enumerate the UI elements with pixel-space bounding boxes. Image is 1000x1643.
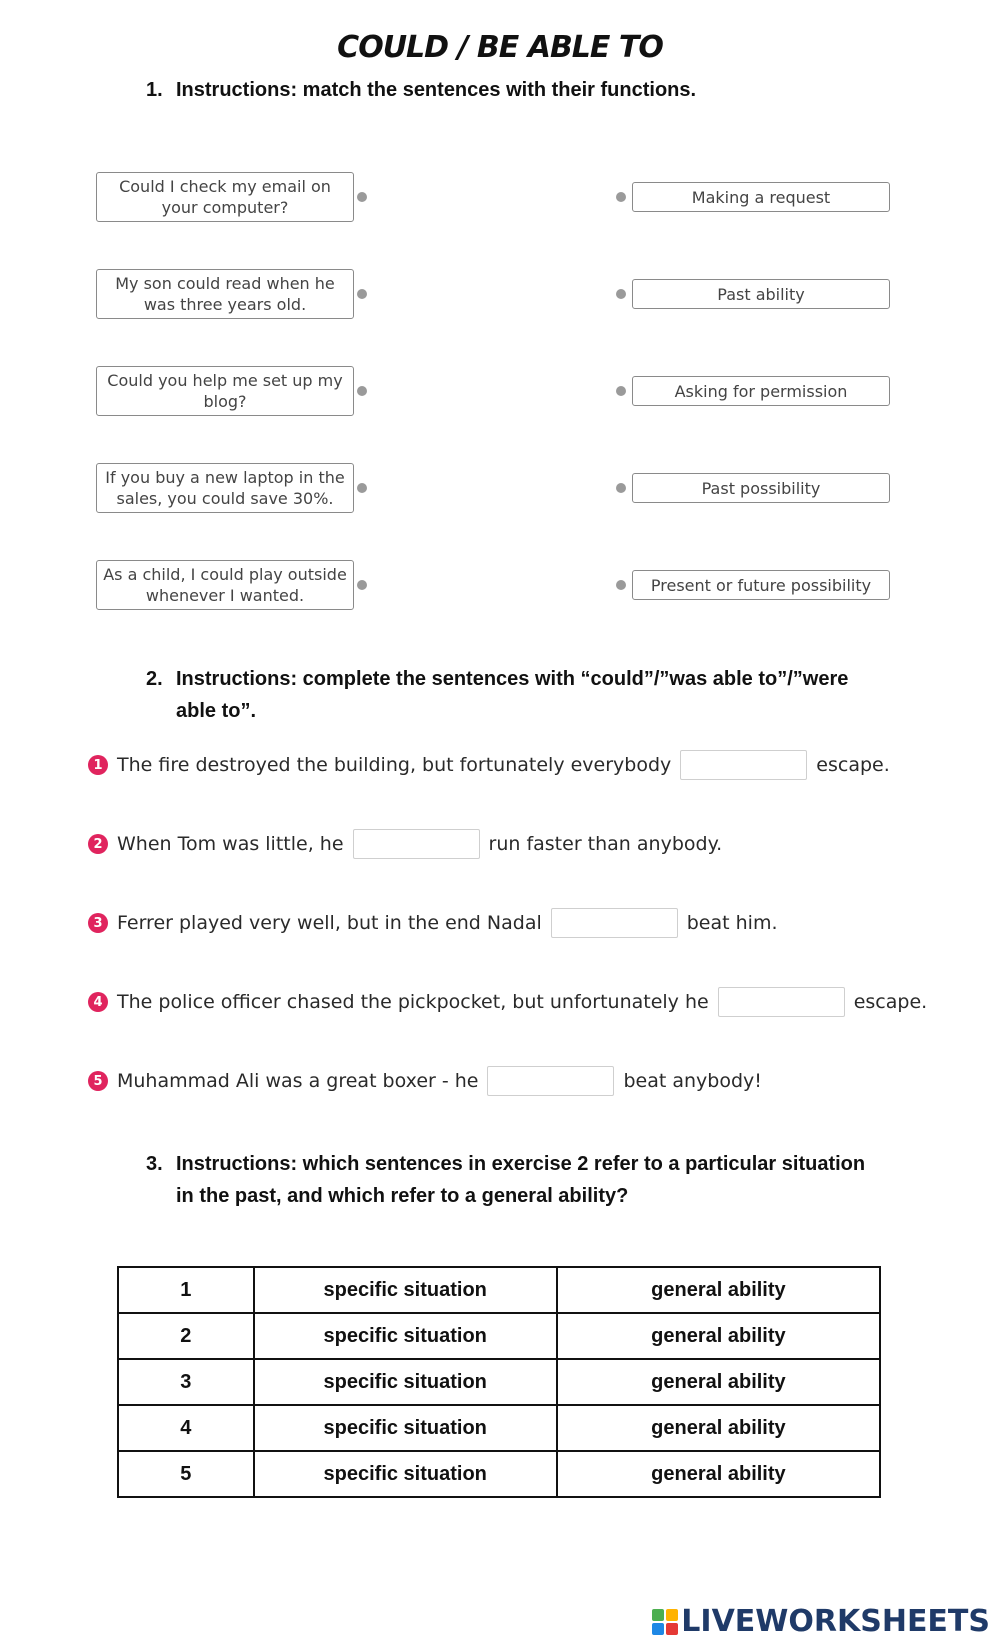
number-badge: 3 — [88, 913, 108, 933]
fill-sentence-5 — [88, 1065, 762, 1097]
match-dot-right-2[interactable] — [616, 289, 626, 299]
option-specific-situation[interactable]: specific situation — [254, 1405, 557, 1451]
number-badge: 5 — [88, 1071, 108, 1091]
sentence-before: The fire destroyed the building, but fortunately everybody — [117, 754, 672, 776]
match-sentence-2[interactable]: My son could read when he was three years old. — [96, 269, 354, 319]
sentence-after: run faster than anybody. — [488, 833, 723, 855]
worksheet-title: COULD / BE ABLE TO — [337, 30, 663, 65]
match-function-1[interactable]: Making a request — [632, 182, 890, 212]
option-general-ability[interactable]: general ability — [557, 1267, 880, 1313]
match-sentence-5[interactable]: As a child, I could play outside whenever I wanted. — [96, 560, 354, 610]
match-dot-left-4[interactable] — [357, 483, 367, 493]
match-dot-left-1[interactable] — [357, 192, 367, 202]
match-function-4[interactable]: Past possibility — [632, 473, 890, 503]
option-specific-situation[interactable]: specific situation — [254, 1359, 557, 1405]
match-function-3[interactable]: Asking for permission — [632, 376, 890, 406]
option-specific-situation[interactable]: specific situation — [254, 1313, 557, 1359]
liveworksheets-logo — [652, 1604, 990, 1639]
match-dot-left-5[interactable] — [357, 580, 367, 590]
answer-input-4[interactable] — [718, 987, 845, 1017]
number-badge: 2 — [88, 834, 108, 854]
answer-input-3[interactable] — [551, 908, 678, 938]
sentence-after: escape. — [853, 991, 928, 1013]
fill-sentence-2 — [88, 828, 722, 860]
table-row — [118, 1451, 880, 1497]
row-number: 3 — [118, 1359, 254, 1405]
match-sentence-4[interactable]: If you buy a new laptop in the sales, you could save 30%. — [96, 463, 354, 513]
row-number: 2 — [118, 1313, 254, 1359]
match-dot-right-1[interactable] — [616, 192, 626, 202]
exercise-2-instruction — [146, 663, 866, 727]
table-row — [118, 1359, 880, 1405]
option-specific-situation[interactable]: specific situation — [254, 1267, 557, 1313]
option-general-ability[interactable]: general ability — [557, 1451, 880, 1497]
match-dot-right-5[interactable] — [616, 580, 626, 590]
answer-input-5[interactable] — [487, 1066, 614, 1096]
brand-name: LIVEWORKSHEETS — [681, 1604, 990, 1639]
fill-sentence-1 — [88, 749, 890, 781]
exercise-1-instruction — [146, 74, 696, 106]
option-general-ability[interactable]: general ability — [557, 1359, 880, 1405]
match-dot-left-3[interactable] — [357, 386, 367, 396]
answer-table — [117, 1266, 881, 1498]
match-dot-right-4[interactable] — [616, 483, 626, 493]
match-function-2[interactable]: Past ability — [632, 279, 890, 309]
match-dot-left-2[interactable] — [357, 289, 367, 299]
answer-input-2[interactable] — [353, 829, 480, 859]
answer-input-1[interactable] — [680, 750, 807, 780]
table-row — [118, 1267, 880, 1313]
number-badge: 4 — [88, 992, 108, 1012]
sentence-after: escape. — [816, 754, 890, 776]
option-general-ability[interactable]: general ability — [557, 1405, 880, 1451]
match-dot-right-3[interactable] — [616, 386, 626, 396]
table-row — [118, 1313, 880, 1359]
sentence-before: When Tom was little, he — [117, 833, 344, 855]
match-sentence-3[interactable]: Could you help me set up my blog? — [96, 366, 354, 416]
fill-sentence-3 — [88, 907, 778, 939]
fill-sentence-4 — [88, 986, 927, 1018]
match-function-5[interactable]: Present or future possibility — [632, 570, 890, 600]
logo-grid-icon — [652, 1609, 678, 1635]
row-number: 1 — [118, 1267, 254, 1313]
exercise-1-number: 1. — [146, 79, 163, 101]
exercise-3-instruction — [146, 1148, 886, 1212]
exercise-3-number: 3. — [146, 1153, 163, 1175]
row-number: 5 — [118, 1451, 254, 1497]
match-sentence-1[interactable]: Could I check my email on your computer? — [96, 172, 354, 222]
number-badge: 1 — [88, 755, 108, 775]
sentence-after: beat him. — [686, 912, 778, 934]
sentence-before: The police officer chased the pickpocket, but unfortunately he — [117, 991, 709, 1013]
sentence-before: Muhammad Ali was a great boxer - he — [117, 1070, 479, 1092]
exercise-1-text: Instructions: match the sentences with their functions. — [176, 79, 697, 101]
exercise-2-text: Instructions: complete the sentences with “could”/”was able to”/”were able to”. — [176, 668, 849, 722]
exercise-2-number: 2. — [146, 668, 163, 690]
table-row — [118, 1405, 880, 1451]
option-specific-situation[interactable]: specific situation — [254, 1451, 557, 1497]
sentence-before: Ferrer played very well, but in the end Nadal — [117, 912, 542, 934]
option-general-ability[interactable]: general ability — [557, 1313, 880, 1359]
sentence-after: beat anybody! — [623, 1070, 762, 1092]
row-number: 4 — [118, 1405, 254, 1451]
exercise-3-text: Instructions: which sentences in exercise 2 refer to a particular situation in the past, and which refer to a general ability? — [176, 1153, 866, 1207]
